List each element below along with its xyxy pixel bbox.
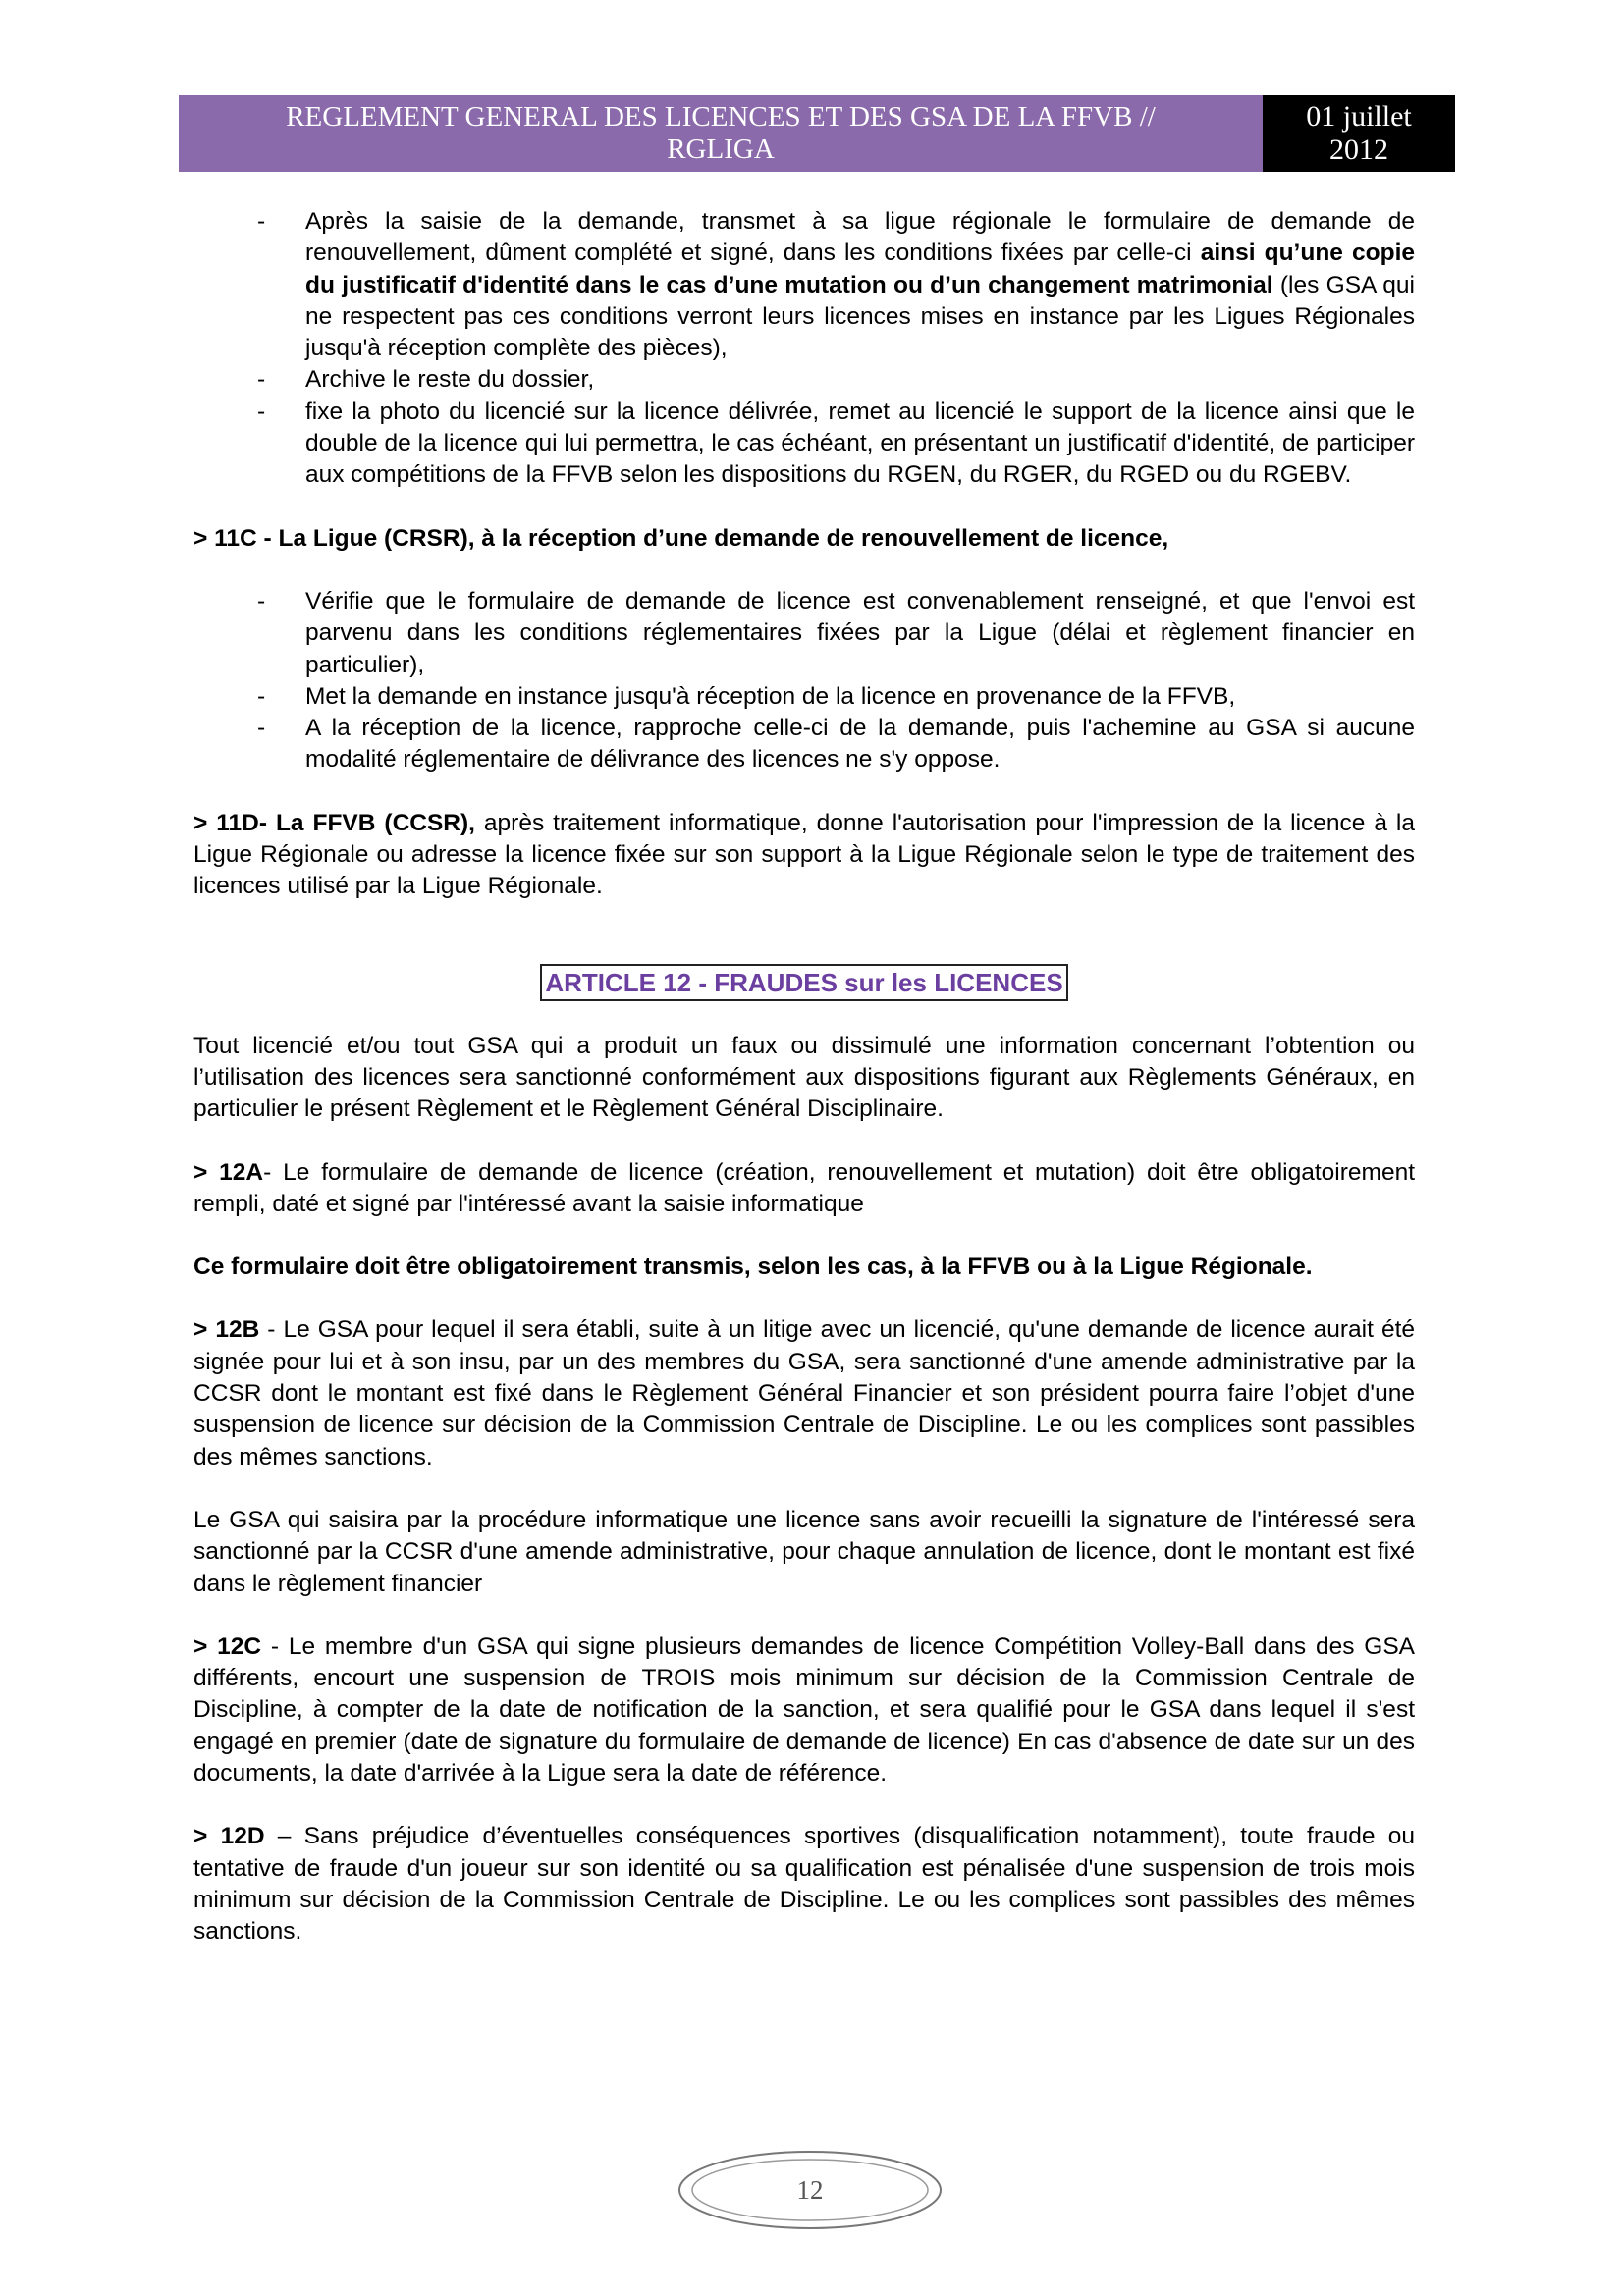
list-item-text: A la réception de la licence, rapproche celle-ci de la demande, puis l'achemine au GSA si aucune modalité réglementaire de délivrance des licences ne s'y oppose.	[305, 715, 1415, 774]
article-12-heading	[193, 964, 1415, 1001]
list-item-bold-text: ainsi qu’une copie du justificatif d'identité dans le cas d’une mutation ou d’un changement matrimonial	[305, 240, 1416, 298]
list-item	[257, 397, 1415, 492]
section-12c-text: - Le membre d'un GSA qui signe plusieurs demandes de licence Compétition Volley-Ball dans des GSA différents, encourt une suspension de TROIS mois minimum sur décision de la Commission Centrale de Discipline, à compter de la date de notification de la sanction, et sera qualifié pour le GSA dans lequel il s'est engagé en premier (date de signature du formulaire de demande de licence) En cas d'absence de date sur un des documents, la date d'arrivée à la Ligue sera la date de référence.	[193, 1632, 1415, 1787]
league-steps-list	[193, 586, 1415, 776]
section-12b-text: - Le GSA pour lequel il sera établi, suite à un litige avec un licencié, qu'une demande de licence aurait été signée pour lui et à son insu, par un des membres du GSA, sera sanctionné d'une amende administrative par la CCSR dont le montant est fixé dans le Règlement Général Financier et son président pourra faire l’objet d'une suspension de licence sur décision de la Commission Centrale de Discipline. Le ou les complices sont passibles des mêmes sanctions.	[193, 1316, 1415, 1470]
section-12d-text: – Sans préjudice d’éventuelles conséquences sportives (disqualification notamment), toute fraude ou tentative de fraude d'un joueur sur son identité ou sa qualification est pénalisée d'une suspension de trois mois minimum sur décision de la Commission Centrale de Discipline. Le ou les complices sont passibles des mêmes sanctions.	[193, 1823, 1416, 1946]
section-12a-label: > 12A	[193, 1158, 264, 1186]
page-number-badge	[677, 2150, 943, 2230]
list-item-text: Vérifie que le formulaire de demande de licence est convenablement renseigné, et que l'envoi est parvenu dans les conditions réglementaires fixées par la Ligue (délai et règlement financier en particulier),	[305, 587, 1415, 678]
list-item-text: (les GSA qui ne respectent pas ces conditions verront leurs licences mises en instance par les Ligues Régionales jusqu'à réception complète des pièces),	[305, 271, 1416, 362]
list-item-text: fixe la photo du licencié sur la licence délivrée, remet au licencié le support de la licence ainsi que le double de la licence qui lui permettra, le cas échéant, en présentant un justificatif d'identité, de participer aux compétitions de la FFVB selon les dispositions du RGEN, du RGER, du RGED ou du RGEBV.	[305, 398, 1415, 489]
page-number: 12	[796, 2175, 824, 2205]
section-12b-paragraph2: Le GSA qui saisira par la procédure informatique une licence sans avoir recueilli la signature de l'intéressé sera sanctionné par la CCSR d'une amende administrative, pour chaque annulation de licence, dont le montant est fixé dans le règlement financier	[193, 1506, 1415, 1597]
header-title-line1: REGLEMENT GENERAL DES LICENCES ET DES GSA DE LA FFVB //	[286, 101, 1156, 133]
section-12b-label: > 12B	[193, 1316, 260, 1344]
list-item	[257, 586, 1415, 681]
renewal-steps-list	[193, 206, 1415, 492]
list-item-text: Après la saisie de la demande, transmet à sa ligue régionale le formulaire de demande de renouvellement, dûment complété et signé, dans les conditions fixées par celle-ci	[305, 208, 1415, 267]
header-date	[1263, 95, 1455, 172]
dash-marker: -	[257, 682, 266, 710]
section-11c-heading	[193, 523, 1415, 555]
header-date-line2: 2012	[1329, 133, 1388, 166]
section-12a	[193, 1157, 1415, 1221]
section-12d	[193, 1821, 1415, 1948]
dash-marker: -	[257, 366, 266, 394]
section-12c	[193, 1631, 1415, 1789]
header-title	[179, 95, 1263, 172]
list-item-text: Met la demande en instance jusqu'à réception de la licence en provenance de la FFVB,	[305, 682, 1236, 710]
section-12a-emphasis	[193, 1252, 1415, 1283]
page-header	[179, 95, 1455, 172]
article-12-title: ARTICLE 12 - FRAUDES sur les LICENCES	[540, 964, 1067, 1001]
list-item-text: Archive le reste du dossier,	[305, 366, 595, 394]
section-11c-heading-text: > 11C - La Ligue (CRSR), à la réception d’une demande de renouvellement de licence,	[193, 524, 1169, 552]
dash-marker: -	[257, 208, 266, 235]
header-date-line1: 01 juillet	[1306, 100, 1412, 133]
section-11d-label: > 11D- La FFVB (CCSR),	[193, 809, 475, 836]
section-12a-text: - Le formulaire de demande de licence (création, renouvellement et mutation) doit être obligatoirement rempli, daté et signé par l'intéressé avant la saisie informatique	[193, 1158, 1415, 1217]
section-11d-text: après traitement informatique, donne l'autorisation pour l'impression de la licence à la Ligue Régionale ou adresse la licence fixée sur son support à la Ligue Régionale selon le type de traitement des licences utilisé par la Ligue Régionale.	[193, 809, 1416, 900]
list-item	[257, 364, 1415, 396]
section-12b	[193, 1314, 1415, 1472]
dash-marker: -	[257, 715, 266, 742]
list-item	[257, 681, 1415, 713]
document-body	[193, 206, 1415, 1979]
header-title-line2: RGLIGA	[667, 133, 775, 165]
section-12c-label: > 12C	[193, 1632, 262, 1660]
section-12d-label: > 12D	[193, 1823, 265, 1850]
list-item	[257, 206, 1416, 364]
dash-marker: -	[257, 587, 266, 614]
section-11d	[193, 808, 1415, 903]
section-12a-emphasis-text: Ce formulaire doit être obligatoirement transmis, selon les cas, à la FFVB ou à la Ligue Régionale.	[193, 1254, 1313, 1281]
dash-marker: -	[257, 398, 266, 425]
list-item	[257, 713, 1415, 776]
article-12-intro: Tout licencié et/ou tout GSA qui a produit un faux ou dissimulé une information concernant l’obtention ou l’utilisation des licences sera sanctionné conformément aux dispositions figurant aux Règlements Généraux, en particulier le présent Règlement et le Règlement Général Disciplinaire.	[193, 1032, 1415, 1123]
